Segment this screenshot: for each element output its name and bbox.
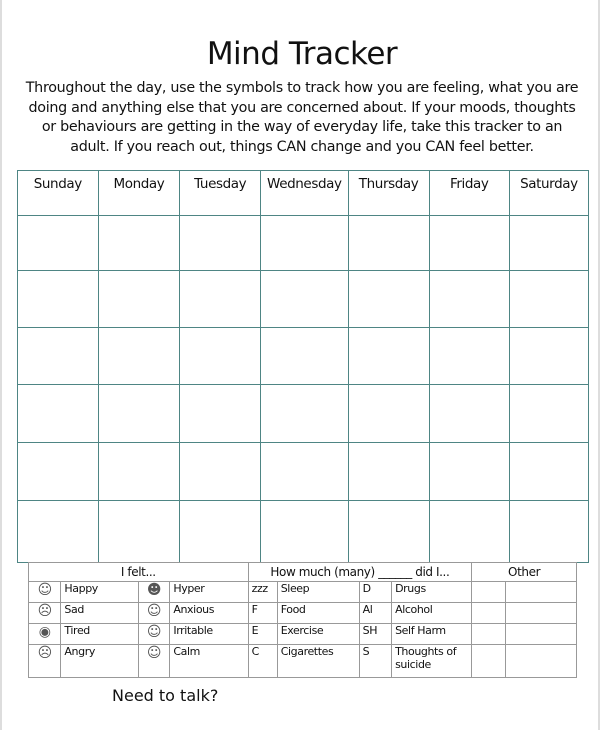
- mood-icon: ◉: [29, 624, 61, 645]
- day-cell[interactable]: [98, 443, 180, 501]
- activity-code: Al: [359, 603, 391, 624]
- other-cell[interactable]: [505, 645, 576, 678]
- day-cell[interactable]: [98, 271, 180, 328]
- other-cell[interactable]: [472, 624, 506, 645]
- day-cell[interactable]: [261, 501, 348, 563]
- day-cell[interactable]: [429, 385, 509, 443]
- legend-row: [29, 624, 577, 645]
- grid-row: [18, 443, 589, 501]
- legend-label: Angry: [61, 645, 138, 678]
- day-cell[interactable]: [180, 328, 261, 385]
- day-cell[interactable]: [261, 328, 348, 385]
- day-cell[interactable]: [180, 443, 261, 501]
- legend-header-felt: I felt...: [29, 563, 249, 582]
- legend-label: Irritable: [170, 624, 248, 645]
- other-cell[interactable]: [472, 582, 506, 603]
- intro-text: Throughout the day, use the symbols to track how you are feeling, what you are doing and anything else that you are concerned about. If your moods, thoughts or behaviours are getting in the way of everyday life, take this tracker to an adult. If you reach out, things CAN change and you CAN feel better.: [25, 80, 579, 155]
- day-cell[interactable]: [18, 385, 99, 443]
- day-cell[interactable]: [98, 328, 180, 385]
- mood-icon: ☹: [29, 603, 61, 624]
- footer-text: Need to talk?: [112, 686, 219, 705]
- day-cell[interactable]: [429, 271, 509, 328]
- day-cell[interactable]: [348, 385, 429, 443]
- legend-label: Happy: [61, 582, 138, 603]
- day-cell[interactable]: [180, 216, 261, 271]
- mood-icon: ☺: [138, 645, 170, 678]
- legend-label: Thoughts of suicide: [392, 645, 472, 678]
- other-cell[interactable]: [472, 645, 506, 678]
- activity-code: zzz: [248, 582, 277, 603]
- day-header: Wednesday: [261, 171, 348, 216]
- legend-label: Hyper: [170, 582, 248, 603]
- day-cell[interactable]: [348, 501, 429, 563]
- legend-label: Anxious: [170, 603, 248, 624]
- mood-icon: ☺: [138, 603, 170, 624]
- grid-row: [18, 271, 589, 328]
- legend-row: [29, 645, 577, 678]
- day-cell[interactable]: [98, 501, 180, 563]
- day-cell[interactable]: [509, 501, 588, 563]
- grid-row: [18, 501, 589, 563]
- legend-header-other: Other: [472, 563, 577, 582]
- day-cell[interactable]: [348, 443, 429, 501]
- grid-row: [18, 328, 589, 385]
- legend-label: Self Harm: [392, 624, 472, 645]
- day-cell[interactable]: [261, 385, 348, 443]
- activity-code: D: [359, 582, 391, 603]
- day-cell[interactable]: [429, 443, 509, 501]
- activity-code: F: [248, 603, 277, 624]
- legend-header-how-much: How much (many) ______ did I...: [248, 563, 472, 582]
- day-cell[interactable]: [261, 271, 348, 328]
- grid-row: [18, 216, 589, 271]
- grid-row: [18, 385, 589, 443]
- day-cell[interactable]: [348, 216, 429, 271]
- day-cell[interactable]: [348, 328, 429, 385]
- legend-row: [29, 582, 577, 603]
- day-cell[interactable]: [98, 385, 180, 443]
- legend-label: Cigarettes: [277, 645, 359, 678]
- day-cell[interactable]: [509, 385, 588, 443]
- day-header: Monday: [98, 171, 180, 216]
- legend-table: [28, 562, 577, 678]
- day-header: Tuesday: [180, 171, 261, 216]
- page-title: Mind Tracker: [206, 36, 398, 72]
- day-header: Saturday: [509, 171, 588, 216]
- other-cell[interactable]: [472, 603, 506, 624]
- mood-icon: ☻: [138, 582, 170, 603]
- day-cell[interactable]: [509, 443, 588, 501]
- legend-row: [29, 603, 577, 624]
- day-cell[interactable]: [509, 328, 588, 385]
- day-header: Sunday: [18, 171, 99, 216]
- day-cell[interactable]: [509, 271, 588, 328]
- activity-code: S: [359, 645, 391, 678]
- day-cell[interactable]: [18, 443, 99, 501]
- day-cell[interactable]: [429, 328, 509, 385]
- mood-icon: ☺: [29, 582, 61, 603]
- legend-label: Drugs: [392, 582, 472, 603]
- day-header: Friday: [429, 171, 509, 216]
- other-cell[interactable]: [505, 603, 576, 624]
- activity-code: E: [248, 624, 277, 645]
- legend-label: Exercise: [277, 624, 359, 645]
- day-cell[interactable]: [18, 328, 99, 385]
- legend-label: Calm: [170, 645, 248, 678]
- other-cell[interactable]: [505, 624, 576, 645]
- day-cell[interactable]: [429, 501, 509, 563]
- day-cell[interactable]: [348, 271, 429, 328]
- day-cell[interactable]: [180, 271, 261, 328]
- legend-label: Sleep: [277, 582, 359, 603]
- weekly-grid: [17, 170, 589, 563]
- day-cell[interactable]: [429, 216, 509, 271]
- activity-code: C: [248, 645, 277, 678]
- day-cell[interactable]: [18, 216, 99, 271]
- mood-icon: ☺: [138, 624, 170, 645]
- day-cell[interactable]: [18, 271, 99, 328]
- day-cell[interactable]: [180, 501, 261, 563]
- other-cell[interactable]: [505, 582, 576, 603]
- day-cell[interactable]: [509, 216, 588, 271]
- day-cell[interactable]: [98, 216, 180, 271]
- legend-label: Alcohol: [392, 603, 472, 624]
- day-cell[interactable]: [261, 443, 348, 501]
- day-header: Thursday: [348, 171, 429, 216]
- activity-code: SH: [359, 624, 391, 645]
- day-cell[interactable]: [261, 216, 348, 271]
- day-cell[interactable]: [18, 501, 99, 563]
- legend-label: Food: [277, 603, 359, 624]
- day-cell[interactable]: [180, 385, 261, 443]
- legend-label: Tired: [61, 624, 138, 645]
- legend-label: Sad: [61, 603, 138, 624]
- mood-icon: ☹: [29, 645, 61, 678]
